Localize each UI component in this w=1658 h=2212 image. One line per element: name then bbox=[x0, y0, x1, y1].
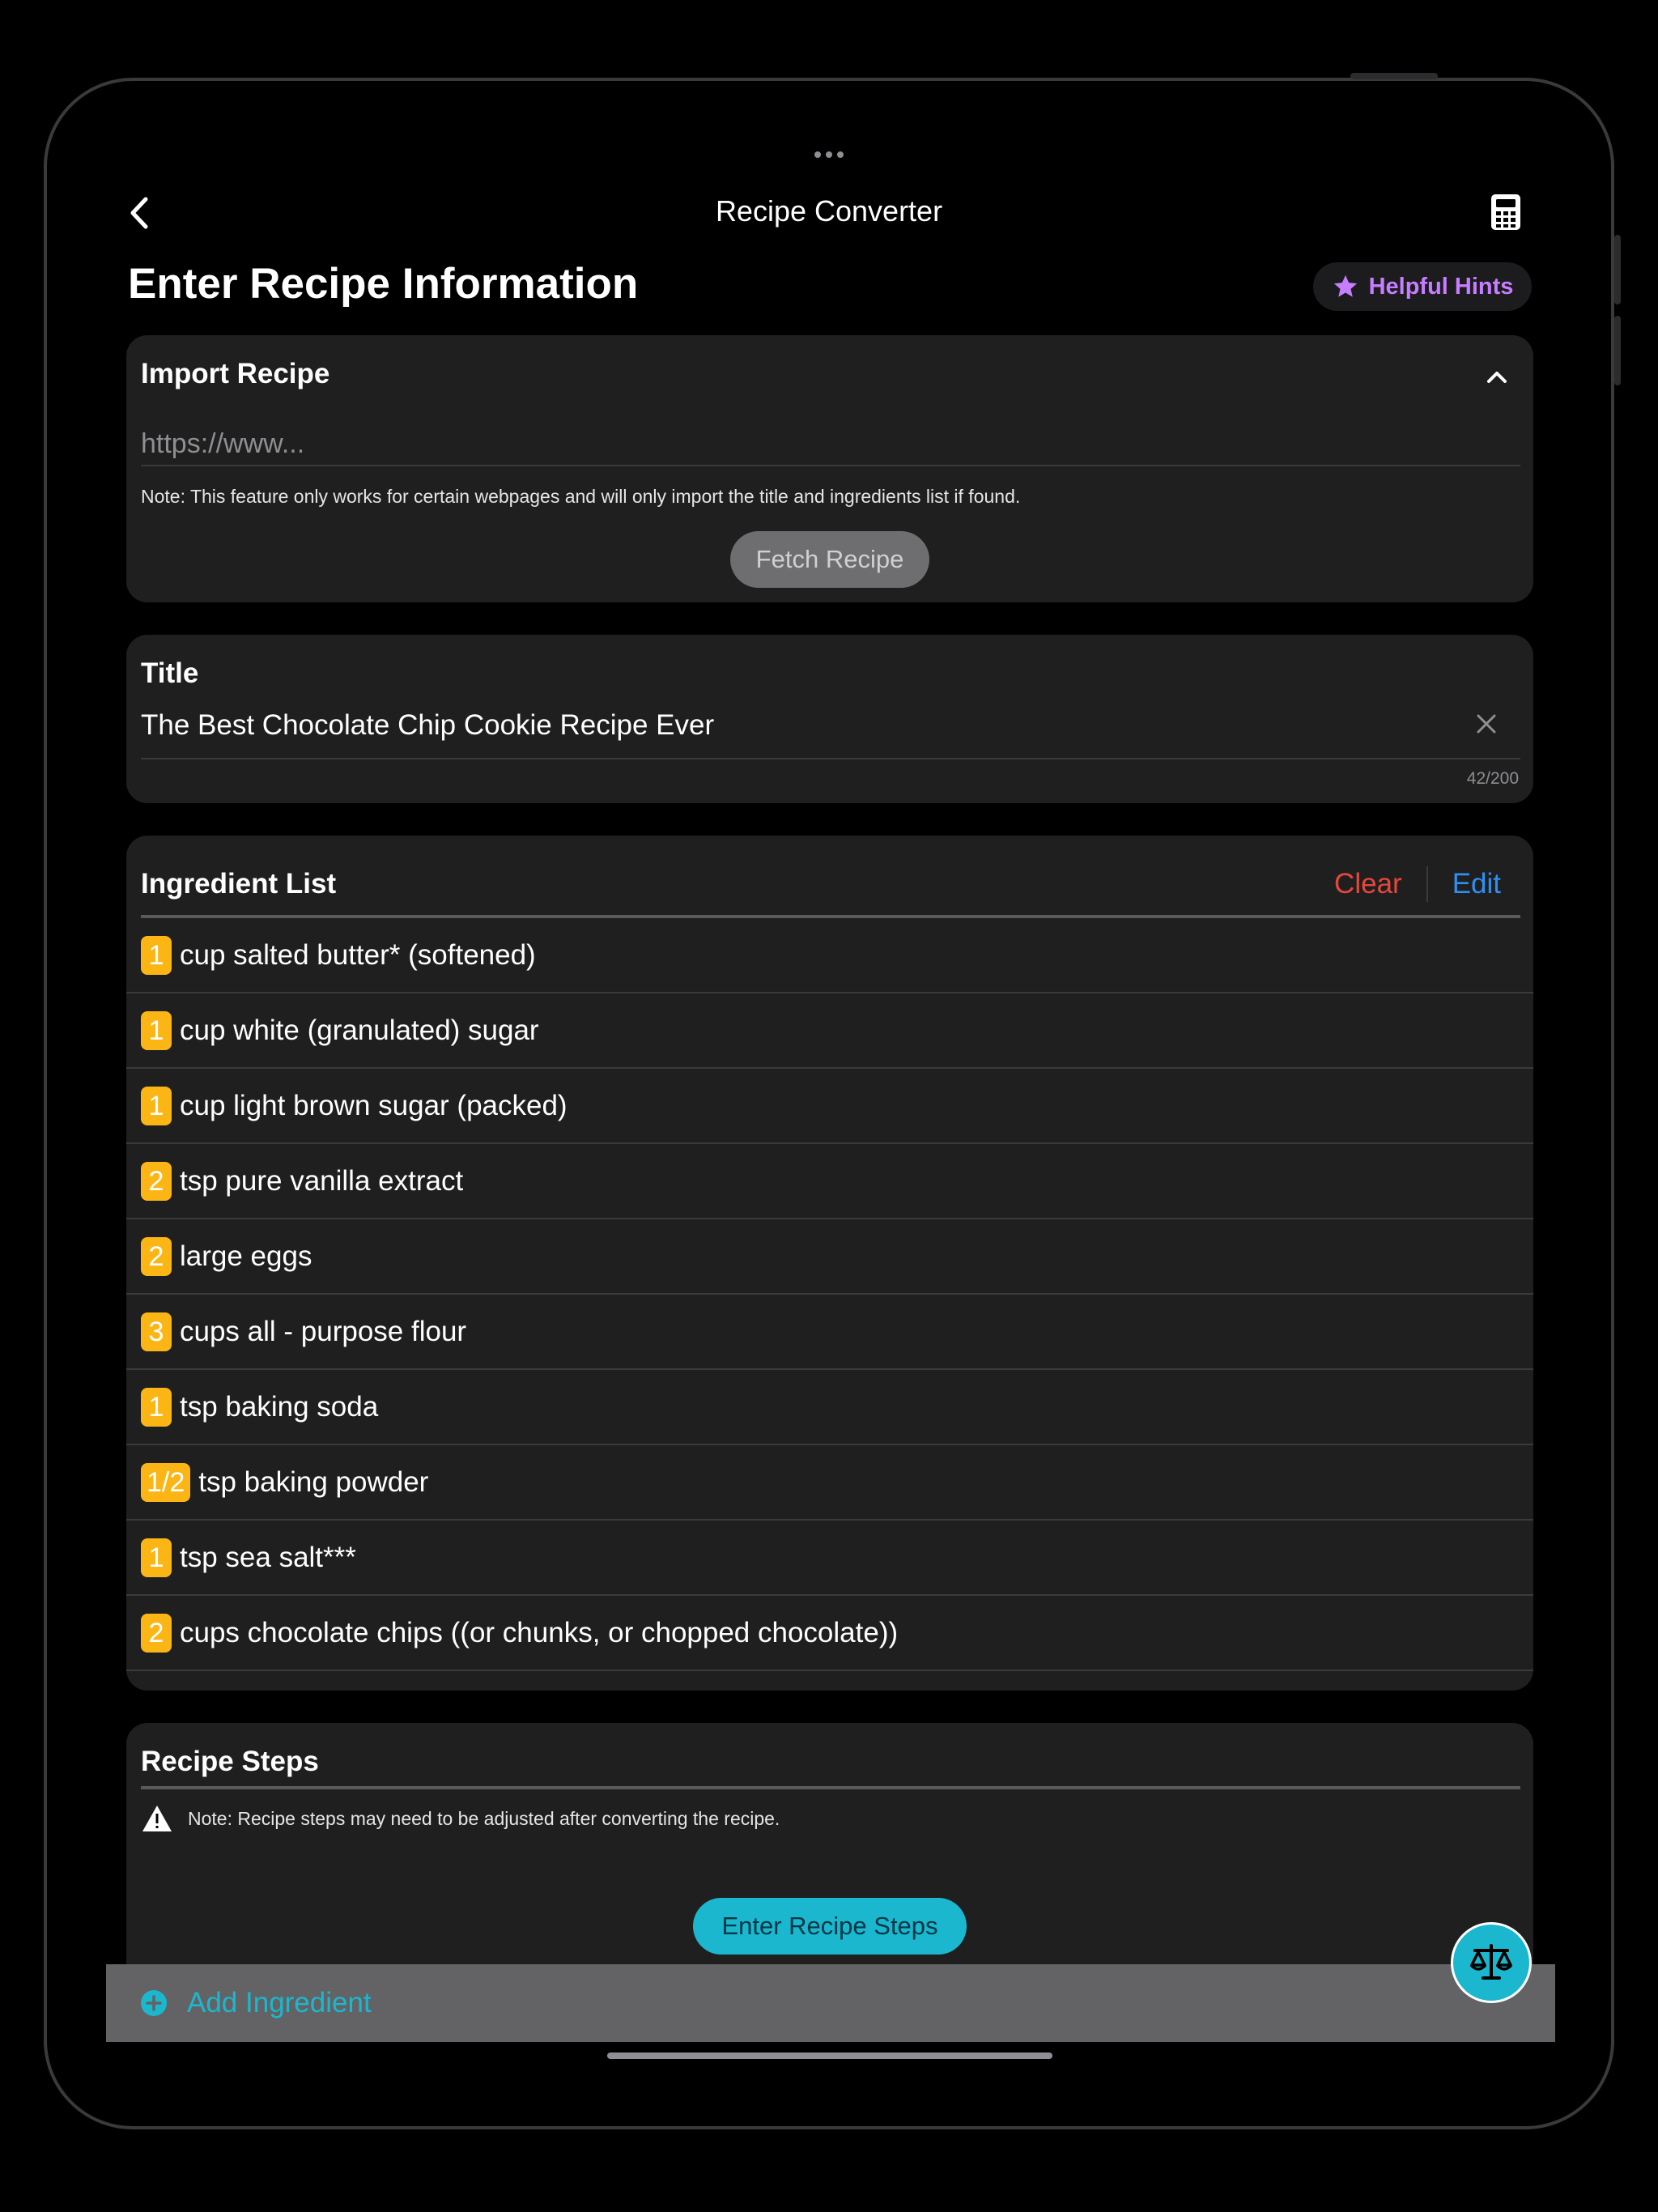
fetch-recipe-button[interactable]: Fetch Recipe bbox=[730, 531, 929, 588]
ingredient-text: cups chocolate chips ((or chunks, or chopped chocolate)) bbox=[180, 1616, 899, 1648]
chevron-up-icon[interactable] bbox=[1485, 369, 1509, 385]
nav-title: Recipe Converter bbox=[715, 194, 943, 228]
title-input[interactable]: The Best Chocolate Chip Cookie Recipe Ever bbox=[141, 709, 715, 741]
ingredient-row[interactable] bbox=[126, 1521, 1533, 1596]
ingredient-text: cup salted butter* (softened) bbox=[180, 938, 536, 971]
ingredient-quantity-badge[interactable]: 2 bbox=[141, 1614, 172, 1653]
warning-icon bbox=[141, 1804, 173, 1833]
ingredient-list-title: Ingredient List bbox=[141, 868, 337, 900]
import-note: Note: This feature only works for certain webpages and will only import the title and ingredients list if found. bbox=[141, 486, 1021, 507]
ingredient-quantity-badge[interactable]: 1 bbox=[141, 1388, 172, 1427]
ingredient-quantity-badge[interactable]: 1 bbox=[141, 1538, 172, 1577]
steps-note-row bbox=[141, 1804, 780, 1833]
ingredient-text: cups all - purpose flour bbox=[180, 1315, 467, 1347]
helpful-hints-button[interactable] bbox=[1313, 262, 1532, 311]
convert-fab-button[interactable] bbox=[1451, 1922, 1532, 2003]
ingredient-quantity-badge[interactable]: 2 bbox=[141, 1237, 172, 1276]
ingredient-row[interactable] bbox=[126, 1445, 1533, 1521]
plus-circle-icon bbox=[140, 1989, 168, 2017]
ingredient-quantity-badge[interactable]: 2 bbox=[141, 1162, 172, 1201]
multitask-dots[interactable] bbox=[813, 143, 845, 167]
helpful-hints-label: Helpful Hints bbox=[1368, 273, 1514, 300]
ingredient-text: tsp pure vanilla extract bbox=[180, 1164, 464, 1197]
ingredient-row[interactable] bbox=[126, 918, 1533, 993]
ingredient-quantity-badge[interactable]: 1 bbox=[141, 936, 172, 975]
ingredient-quantity-badge[interactable]: 1 bbox=[141, 1011, 172, 1050]
title-char-counter: 42/200 bbox=[1466, 769, 1519, 788]
ingredient-text: tsp baking soda bbox=[180, 1390, 379, 1423]
steps-header-divider bbox=[141, 1786, 1520, 1789]
ingredient-quantity-badge[interactable]: 1 bbox=[141, 1087, 172, 1125]
ingredient-text: large eggs bbox=[180, 1240, 312, 1272]
recipe-url-input[interactable] bbox=[141, 423, 1520, 466]
ingredient-row[interactable] bbox=[126, 1596, 1533, 1671]
ingredient-row[interactable] bbox=[126, 1295, 1533, 1370]
ingredient-quantity-badge[interactable]: 1/2 bbox=[141, 1463, 190, 1502]
add-ingredient-label: Add Ingredient bbox=[187, 1987, 372, 2018]
calculator-icon[interactable] bbox=[1488, 193, 1524, 232]
page-title: Enter Recipe Information bbox=[128, 260, 639, 308]
star-icon bbox=[1332, 273, 1359, 300]
ingredient-row[interactable] bbox=[126, 1219, 1533, 1295]
ingredient-actions bbox=[1334, 866, 1501, 902]
home-indicator[interactable] bbox=[607, 2052, 1052, 2059]
actions-divider bbox=[1426, 866, 1428, 902]
import-recipe-title: Import Recipe bbox=[141, 358, 330, 389]
ingredient-row[interactable] bbox=[126, 1069, 1533, 1144]
title-label: Title bbox=[141, 657, 199, 689]
title-card bbox=[126, 635, 1533, 803]
title-underline bbox=[141, 758, 1520, 759]
add-ingredient-bar[interactable] bbox=[106, 1964, 1555, 2042]
ingredient-list-card bbox=[126, 836, 1533, 1691]
ingredient-list bbox=[126, 918, 1533, 1671]
edit-button[interactable]: Edit bbox=[1452, 868, 1501, 900]
ingredient-text: tsp baking powder bbox=[198, 1465, 429, 1498]
enter-recipe-steps-button[interactable]: Enter Recipe Steps bbox=[693, 1898, 967, 1955]
ingredient-quantity-badge[interactable]: 3 bbox=[141, 1312, 172, 1351]
close-icon[interactable] bbox=[1475, 713, 1498, 735]
ingredient-row[interactable] bbox=[126, 1370, 1533, 1445]
ingredient-text: cup light brown sugar (packed) bbox=[180, 1089, 568, 1121]
recipe-steps-title: Recipe Steps bbox=[141, 1746, 319, 1777]
ingredient-text: tsp sea salt*** bbox=[180, 1541, 356, 1573]
scale-icon bbox=[1469, 1942, 1514, 1983]
clear-button[interactable]: Clear bbox=[1334, 868, 1402, 900]
steps-note: Note: Recipe steps may need to be adjusted after converting the recipe. bbox=[188, 1807, 780, 1829]
ingredient-text: cup white (granulated) sugar bbox=[180, 1014, 539, 1046]
import-recipe-card bbox=[126, 335, 1533, 602]
ingredient-row[interactable] bbox=[126, 993, 1533, 1069]
ingredient-row[interactable] bbox=[126, 1144, 1533, 1219]
